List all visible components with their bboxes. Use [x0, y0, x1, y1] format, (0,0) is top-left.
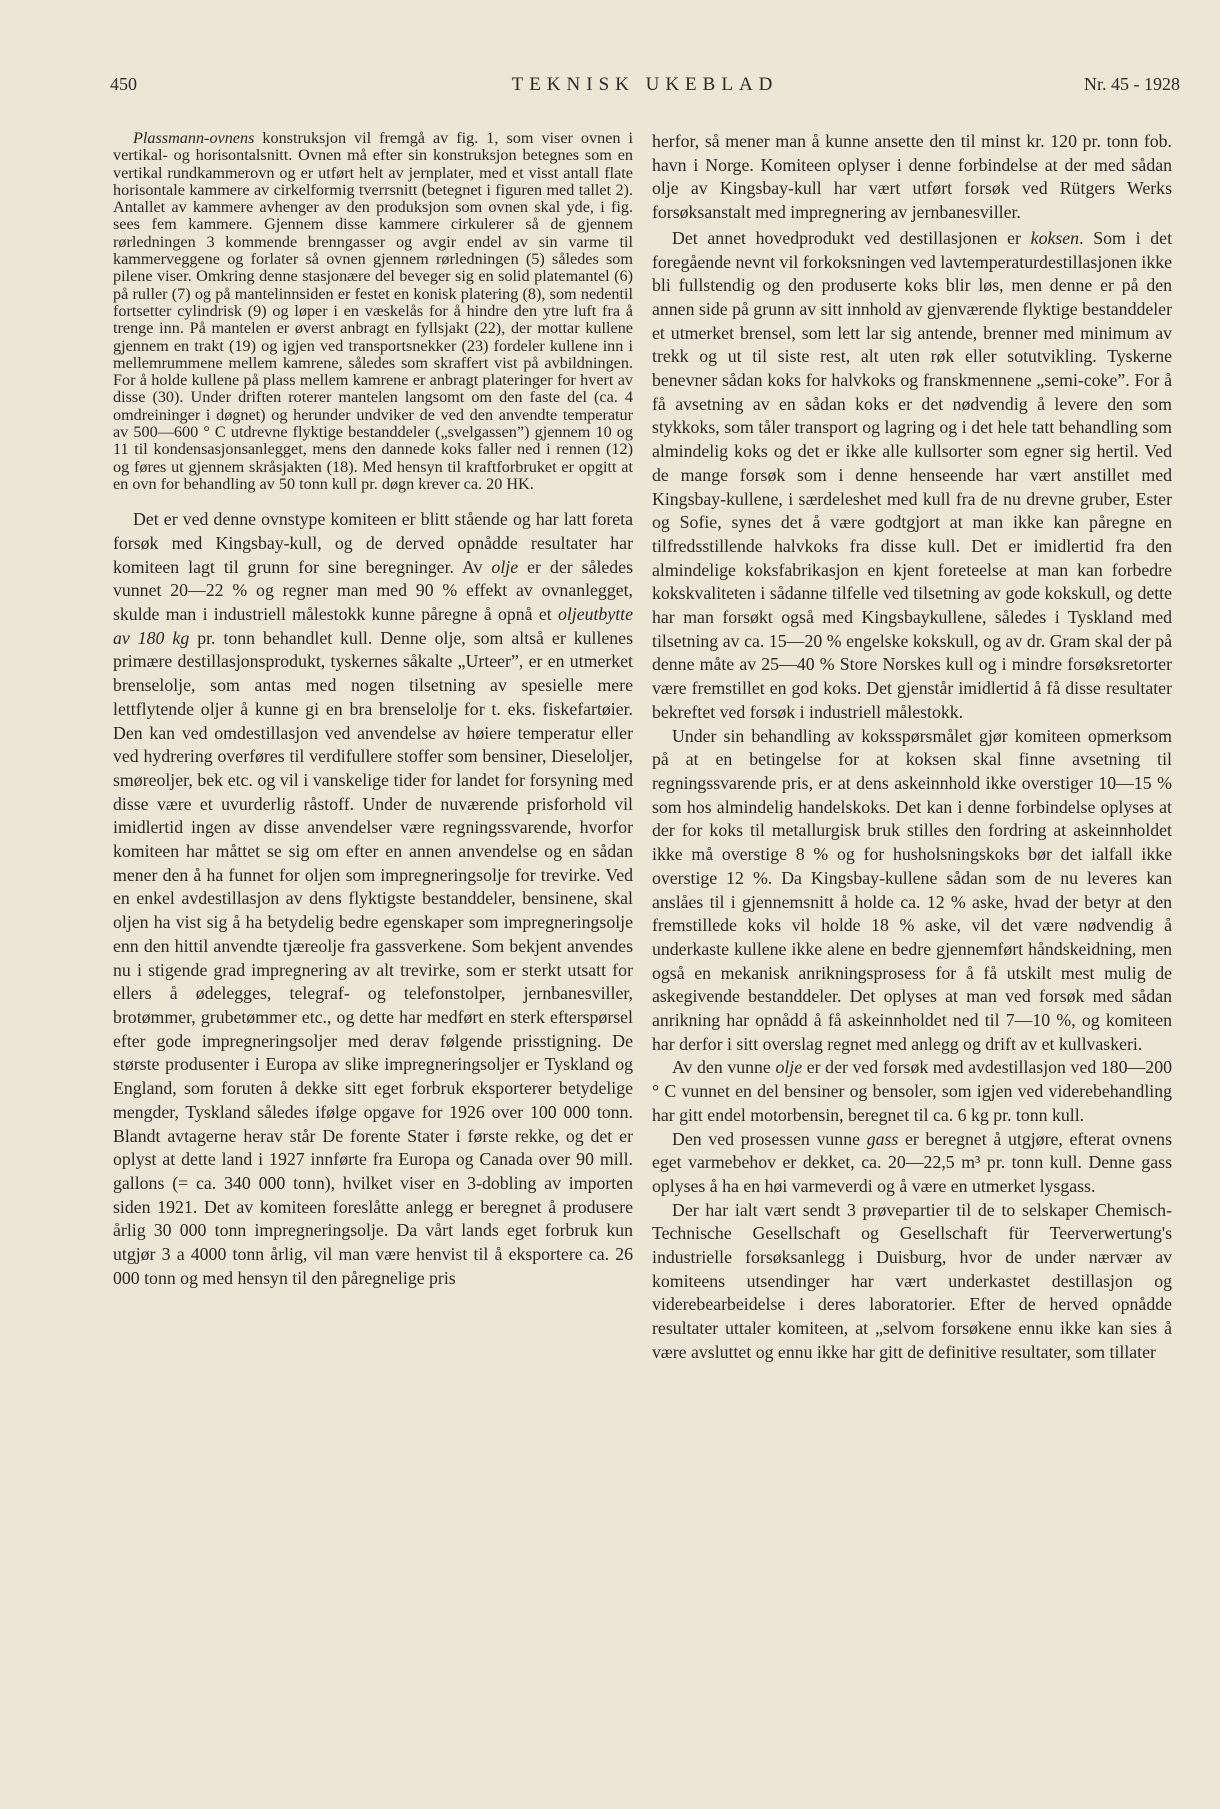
left-column [113, 130, 633, 1290]
right-column [652, 130, 1172, 1365]
paragraph-gap [113, 493, 633, 508]
page-number: 450 [110, 74, 137, 94]
paragraph-gas: Den ved prosessen vunne gass er beregnet å utgjøre, efterat ovnens eget varmebehov er dekket, ca. 20—22,5 m³ pr. tonn kull. Denne gass oplyses å ha en høi varmeverdi og å være en utmerket lysgass. [652, 1128, 1172, 1196]
paragraph-continuation: herfor, så mener man å kunne ansette den til minst kr. 120 pr. tonn fob. havn i Norge. Komiteen oplyser i denne forbindelse at der med sådan olje av Kingsbay-kull har vært utført forsøk ved Rütgers Werks forsøksanstalt med impregnering av jernbanesviller. [652, 131, 1172, 223]
paragraph-coke: Det annet hovedprodukt ved destillasjonen er koksen. Som i det foregående nevnt vil forkoksningen ved lavtemperaturdestillasjonen ikke bli fullstendig og den produserte koks blir løs, men denne er på den annen side på grunn av sitt innhold av gjenværende flyktige bestanddeler et utmerket brensel, som lett lar sig antende, brenner med minimum av trekk og ut til siste rest, alt uten røk eller sotutvikling. Tyskerne benevner sådan koks for halvkoks og franskmennene „semi-coke”. For å få avsetning av en sådan koks er det nødvendig å levere den som stykkoks, som tåler transport og lagring og i det hele tatt behandling som almindelig koks og det er ikke alle kullsorter som egner sig hertil. Ved de mange forsøk som i denne henseende har vært anstillet med Kingsbay-kullene, i særdeleshet med kull fra de nu drevne gruber, Ester og Sofie, synes det å være godtgjort at man ikke kan påregne en tilfredsstillende halvkoks fra disse kull. Det er imidlertid fra den almindelige koksfabrikasjon en kjent foreteelse at man kan forbedre kokskvaliteten i sådanne tilfelle ved tilsetning av gode kokskull, og dette har man forsøkt også med Kingsbaykullene, således i Tyskland med tilsetning av ca. 15—20 % engelske kokskull, og av dr. Gram skal der på denne måte av 25—40 % Store Norskes kull og i mindre forsøksretorter være fremstillet en god koks. Det gjenstår imidlertid å få disse resultater bekreftet ved forsøk i industriell målestokk. [652, 227, 1173, 722]
journal-title: TEKNISK UKEBLAD [511, 74, 779, 95]
page-header [110, 74, 1180, 104]
issue-number: Nr. 45 - 1928 [1084, 74, 1180, 94]
paragraph-ash-content: Under sin behandling av koksspørsmålet gjør komiteen opmerksom på at en betingelse for at koksen skal finne avsetning til regningssvarende pris, er at dens askeinnhold ikke overstiger 10—15 % som hos almindelig handelskoks. Det kan i denne forbindelse oplyses at der for koks til metallurgisk bruk stilles den fordring at askeinnholdet ikke må overstige 8 % og for husholsningskoks bør det ialfall ikke overstige 12 %. Da Kingsbay-kullene sådan som de nu leveres kan anslåes til i gjennemsnitt å holde ca. 12 % aske, hvad der betyr at den fremstillede koks vil holde 18 % aske, vil det være nødvendig å underkaste kullene ikke alene en bedre gjennemført håndskeidning, men også en mekanisk anrikningsprosess for å få utskilt mest mulig de askegivende bestanddeler. Det oplyses at man ved forsøk med sådan anrikning har opnådd å få askeinnholdet ned til 7—10 %, og komiteen har derfor i sitt overslag regnet med anlegg og drift av et kullvaskeri. [652, 725, 1172, 1054]
paragraph-oven-construction: Plassmann-ovnens konstruksjon vil fremgå av fig. 1, som viser ovnen i vertikal- og horisontalsnitt. Ovnen må efter sin konstruksjon betegnes som en vertikal rundkammerovn og er utført helt av jernplater, med et visst antall flate horisontale kammere av cirkelformig tverrsnitt (betegnet i figuren med tallet 2). Antallet av kammere avhenger av den produksjon som ovnen skal yde, i fig. sees fem kammere. Gjennem disse kammere cirkulerer så de gjennem rørledningen 3 kommende brenngasser og avgir endel av sin varme til kammerveggene og forlater så ovnen gjennem rørledningen (5) således som pilene viser. Omkring denne stasjonære del beveger sig en solid platemantel (6) på ruller (7) og på mantelinnsiden er festet en konisk platering (8), som nedentil fortsetter cylindrisk (9) og løper i en væskelås for å hindre den ytre luft fra å trenge inn. På mantelen er øverst anbragt en fyllsjakt (22), der mottar kullene gjennem en trakt (19) og igjen ved transportsnekker (23) fordeler kullene inn i mellemrummene mellem kamrene, således som skraffert vist på avbildningen. For å holde kullene på plass mellem kamrene er anbragt plateringer for hvert av disse (30). Under driften roterer mantelen langsomt om den faste del (ca. 4 omdreininger i døgnet) og herunder undviker de ved den anvendte temperatur av 500—600 ° C utdrevne flyktige bestanddeler („svelgassen”) gjennem 10 og 11 til kondensasjonsanlegget, mens den dannede koks faller ned i rennen (12) og føres ut gjennem skråsjakten (18). Med hensyn til kraftforbruket er opgitt at en ovn for behandling av 50 tonn kull pr. døgn krever ca. 20 HK. [113, 129, 633, 493]
paragraph-oil-results: Det er ved denne ovnstype komiteen er blitt stående og har latt foreta forsøk med Kingsbay-kull, og de derved opnådde resultater har komiteen lagt til grunn for sine beregninger. Av olje er der således vunnet 20—22 % og regner man med 90 % effekt av ovnanlegget, skulde man i industriell målestokk kunne påregne å opnå et oljeutbytte av 180 kg pr. tonn behandlet kull. Denne olje, som altså er kullenes primære destillasjonsprodukt, tyskernes såkalte „Urteer”, er en utmerket brenselolje, som antas med nogen tilsetning av spesielle mere lettflytende oljer å kunne gi en bra brenselolje for t. eks. fiskefartøier. Den kan ved omdestillasjon ved anvendelse av høiere temperatur eller ved hydrering overføres til verdifullere stoffer som bensiner, Dieseloljer, smøreoljer, bek etc. og vil i vanskelige tider for landet for forsyning med disse være et uvurderlig råstoff. Under de nuværende prisforhold vil imidlertid ingen av disse anvendelser være regningssvarende, hvorfor komiteen har måttet se sig om efter en annen anvendelse og en sådan mener den å ha funnet for oljen som impregneringsolje for trevirke. Ved en enkel avdestillasjon av dens flyktigste bestanddeler, bensinene, skal oljen ha vist sig å ha betydelig bedre egenskaper som impregneringsolje enn den hittil anvendte tjæreolje fra gassverkene. Som bekjent anvendes nu i stigende grad impregnering av alt trevirke, som er sterkt utsatt for ellers å ødelegges, telegraf- og telefonstolper, jernbanesviller, brotømmer, grubetømmer etc., og dette har medført en sterk efterspørsel efter gode impregneringsoljer med derav følgende prisstigning. De største produsenter i Europa av slike impregneringsoljer er Tyskland og England, som foruten å dekke sitt eget forbruk eksporterer betydelige mengder, Tyskland således ifølge opgave for 1926 over 100 000 tonn. Blandt avtagerne herav står De forente Stater i første rekke, og det er oplyst at dette land i 1927 innførte fra Europa og Canada over 90 mill. gallons (= ca. 340 000 tonn), hvilket viser en 3-dobling av importen siden 1921. Det av komiteen foreslåtte anlegg er beregnet å produsere årlig 30 000 tonn impregneringsolje. Da vårt lands eget forbruk kun utgjør 3 a 4000 tonn årlig, vil man være henvist til å eksportere ca. 26 000 tonn og med hensyn til den påregnelige pris [113, 509, 633, 1288]
paragraph-oil-distillation: Av den vunne olje er der ved forsøk med avdestillasjon ved 180—200 ° C vunnet en del bensiner og bensoler, som igjen ved viderebehandling har gitt endel motorbensin, beregnet til ca. 6 kg pr. tonn kull. [652, 1057, 1172, 1125]
oven-name: Plassmann-ovnens [133, 129, 255, 147]
paragraph-test-batches: Der har ialt vært sendt 3 prøvepartier til de to selskaper Chemisch-Technische Gesellschaft og Gesellschaft für Teerverwertung's industrielle forsøksanlegg i Duisburg, hvor de under nærvær av komiteens utsendinger har vært underkastet destillasjon og viderebearbeidelse i deres laboratorier. Efter de herved opnådde resultater uttaler komiteen, at „selvom forsøkene ennu ikke kan sies å være avsluttet og ennu ikke har gitt de definitive resultater, som tillater [652, 1199, 1172, 1362]
